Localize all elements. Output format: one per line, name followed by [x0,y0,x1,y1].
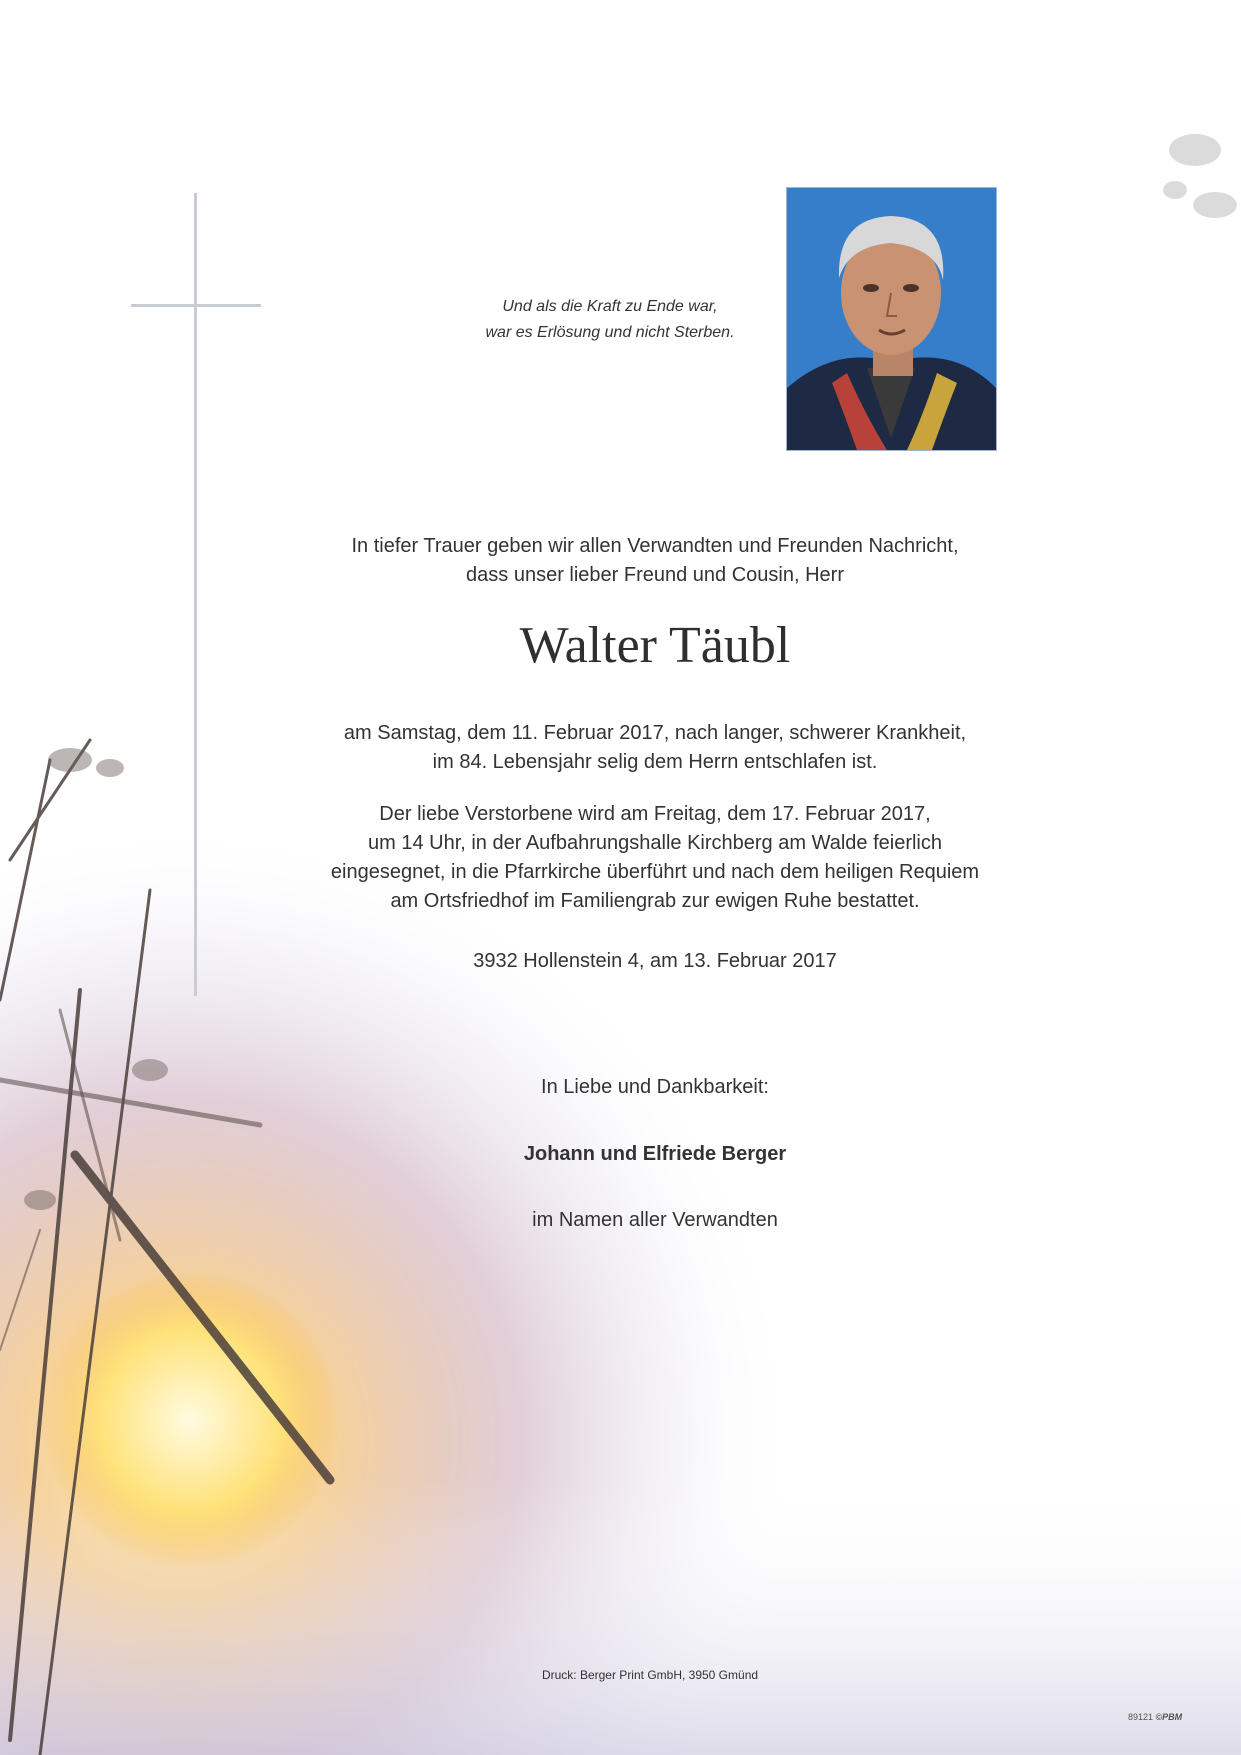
motto-line: war es Erlösung und nicht Sterben. [485,324,735,341]
print-code-number: 89121 [1128,1712,1154,1722]
mourners-names: Johann und Elfriede Berger [523,1143,787,1165]
portrait-photo [786,187,997,451]
on-behalf-of-relatives: im Namen aller Verwandten [532,1209,778,1231]
motto-line: Und als die Kraft zu Ende war, [502,298,718,315]
funeral-line: um 14 Uhr, in der Aufbahrungshalle Kirchberg am Walde feierlich [367,832,942,854]
funeral-details [250,800,1060,916]
printer-credit: Druck: Berger Print GmbH, 3950 Gmünd [541,1668,759,1682]
death-notice [250,719,1060,777]
funeral-line: Der liebe Verstorbene wird am Freitag, dem 17. Februar 2017, [379,803,931,825]
funeral-line: eingesegnet, in die Pfarrkirche überführt und nach dem heiligen Requiem [330,861,980,883]
death-line: am Samstag, dem 11. Februar 2017, nach langer, schwerer Krankheit, [343,722,967,744]
place-and-date: 3932 Hollenstein 4, am 13. Februar 2017 [473,950,837,972]
printer-logo: ©PBM [1155,1712,1183,1722]
announcement-intro [250,532,1060,590]
funeral-line: am Ortsfriedhof im Familiengrab zur ewigen Ruhe bestattet. [390,890,920,912]
motto-quote [420,294,800,346]
portrait-illustration [787,188,996,450]
intro-line: In tiefer Trauer geben wir allen Verwandten und Freunden Nachricht, [351,535,959,557]
cross-horizontal-bar [131,304,261,307]
cross-vertical-bar [194,193,197,996]
intro-line: dass unser lieber Freund und Cousin, Herr [466,564,844,586]
print-code [1128,1712,1182,1722]
deceased-name: Walter Täubl [519,617,791,674]
death-line: im 84. Lebensjahr selig dem Herrn entschlafen ist. [432,751,878,773]
closing-thanks: In Liebe und Dankbarkeit: [541,1076,769,1098]
